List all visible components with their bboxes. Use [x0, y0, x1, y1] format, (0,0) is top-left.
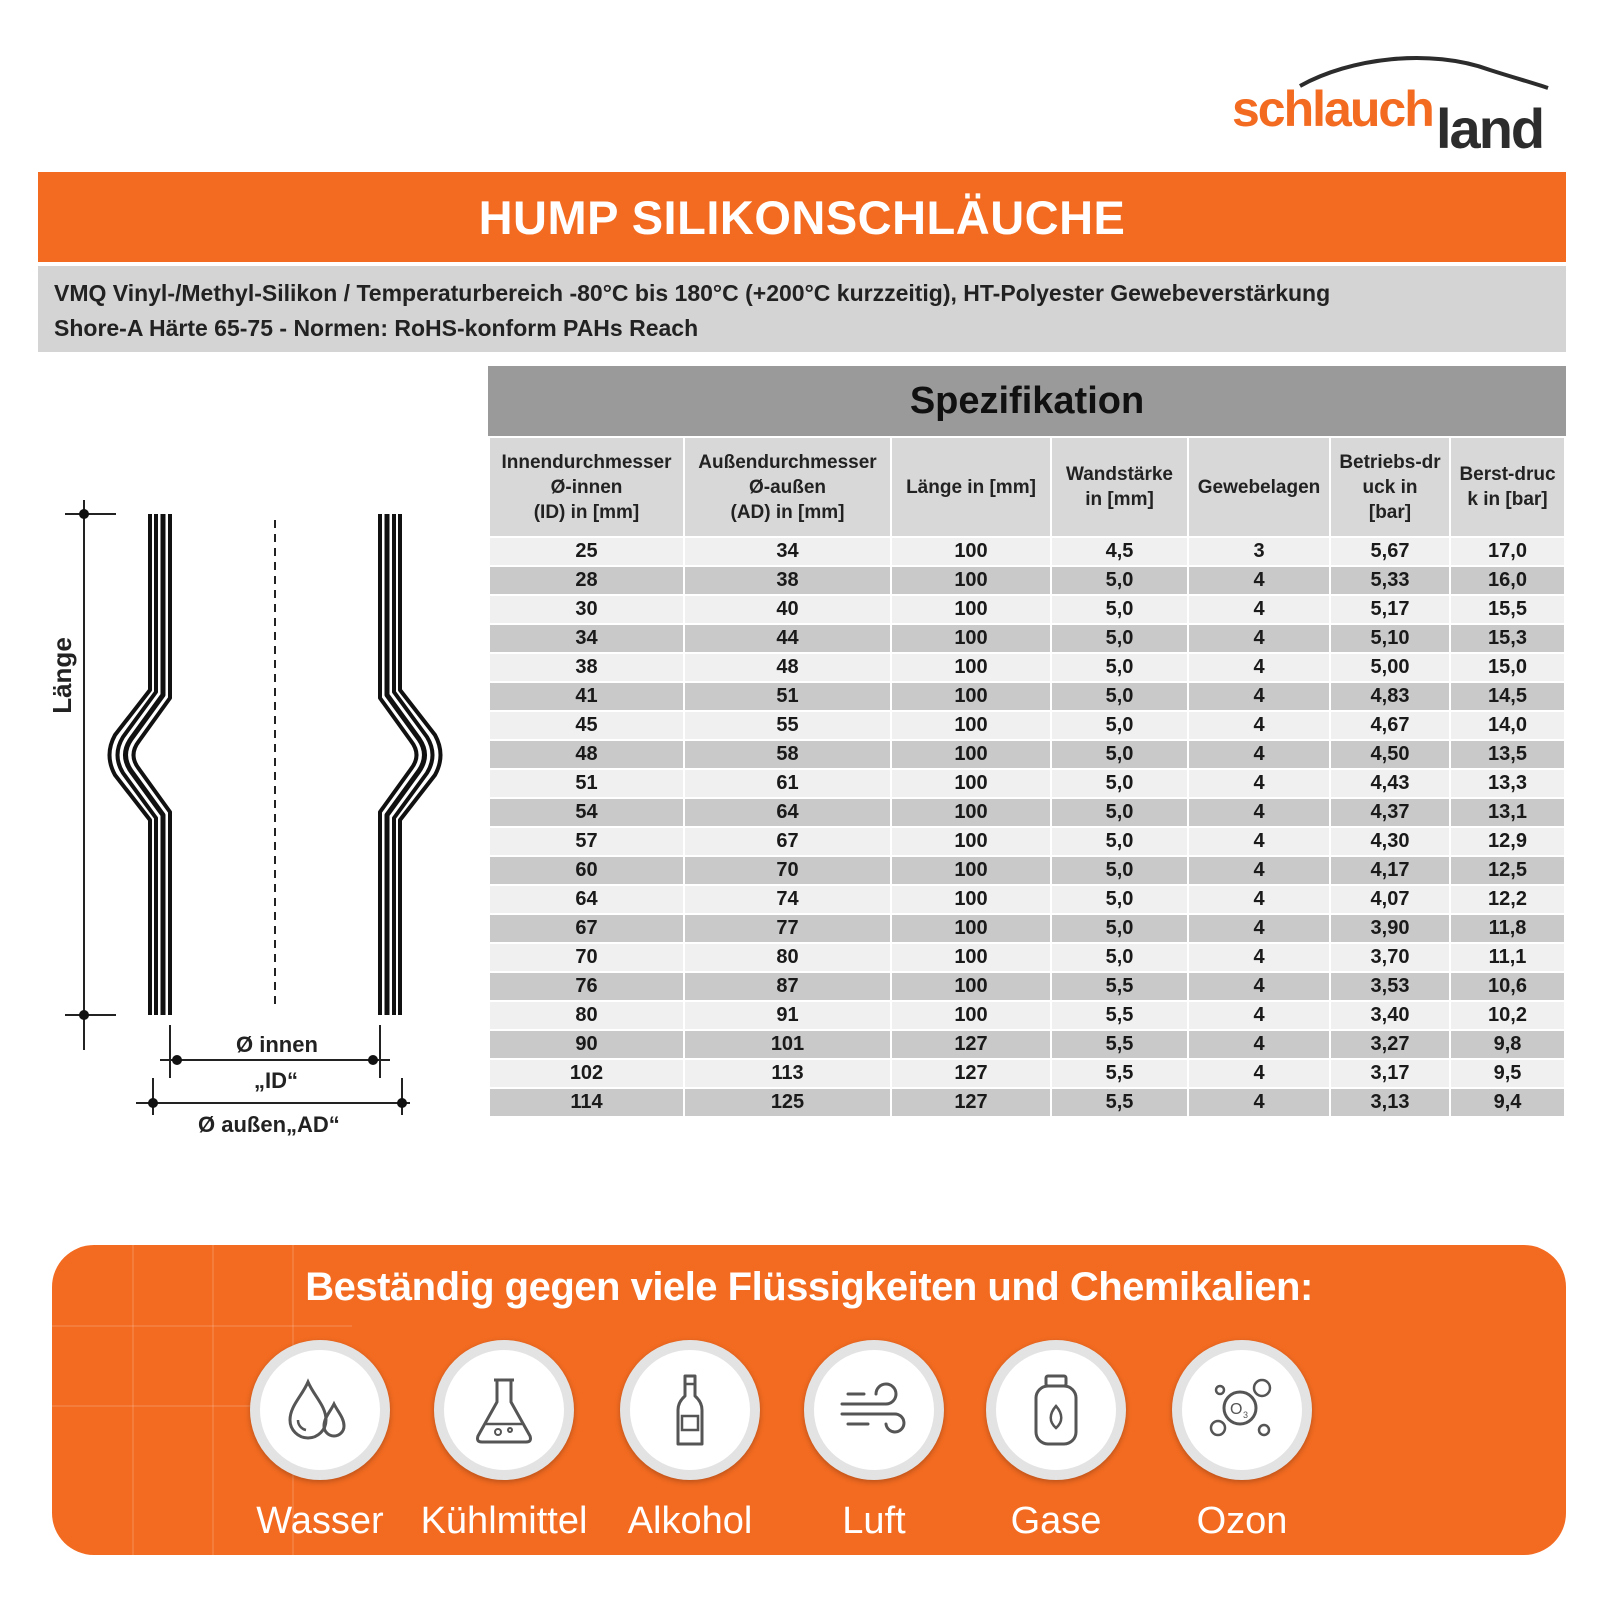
table-cell: 5,0 — [1052, 828, 1187, 857]
table-cell: 67 — [490, 915, 683, 944]
resistance-item-kuehlmittel — [414, 1340, 594, 1543]
table-cell: 4,50 — [1331, 741, 1449, 770]
table-cell: 15,3 — [1451, 625, 1564, 654]
table-cell: 11,8 — [1451, 915, 1564, 944]
col-header-length: Länge in [mm] — [892, 438, 1050, 538]
col-header-wall: Wandstärke in [mm] — [1052, 438, 1187, 538]
brand-logo-graphic — [1230, 48, 1560, 158]
table-cell: 5,67 — [1331, 538, 1449, 567]
inner-diameter-label: Ø innen — [236, 1032, 318, 1057]
table-cell: 51 — [490, 770, 683, 799]
table-row — [490, 625, 1564, 654]
table-cell: 100 — [892, 538, 1050, 567]
table-cell: 70 — [685, 857, 890, 886]
table-cell: 5,5 — [1052, 1002, 1187, 1031]
hose-diagram — [40, 500, 480, 1180]
table-cell: 70 — [490, 944, 683, 973]
resistance-label: Luft — [842, 1500, 906, 1542]
table-cell: 80 — [490, 1002, 683, 1031]
table-row — [490, 799, 1564, 828]
table-cell: 4 — [1189, 886, 1329, 915]
table-cell: 100 — [892, 857, 1050, 886]
table-cell: 3,17 — [1331, 1060, 1449, 1089]
spec-title: Spezifikation — [488, 366, 1566, 436]
table-cell: 5,5 — [1052, 1060, 1187, 1089]
table-cell: 9,8 — [1451, 1031, 1564, 1060]
table-cell: 4,37 — [1331, 799, 1449, 828]
table-cell: 9,5 — [1451, 1060, 1564, 1089]
table-cell: 57 — [490, 828, 683, 857]
table-row — [490, 741, 1564, 770]
table-cell: 55 — [685, 712, 890, 741]
table-cell: 5,0 — [1052, 683, 1187, 712]
table-cell: 4,43 — [1331, 770, 1449, 799]
spec-table — [488, 438, 1566, 1118]
table-cell: 48 — [490, 741, 683, 770]
resistance-item-luft — [784, 1340, 964, 1543]
resistance-item-gase — [966, 1340, 1146, 1543]
table-cell: 38 — [685, 567, 890, 596]
table-cell: 5,5 — [1052, 1031, 1187, 1060]
table-cell: 100 — [892, 915, 1050, 944]
table-cell: 127 — [892, 1060, 1050, 1089]
table-cell: 5,5 — [1052, 973, 1187, 1002]
table-row — [490, 654, 1564, 683]
table-cell: 14,0 — [1451, 712, 1564, 741]
table-cell: 4,17 — [1331, 857, 1449, 886]
table-cell: 100 — [892, 770, 1050, 799]
table-cell: 4 — [1189, 828, 1329, 857]
table-cell: 87 — [685, 973, 890, 1002]
col-header-plies: Gewebelagen — [1189, 438, 1329, 538]
table-cell: 5,0 — [1052, 915, 1187, 944]
table-row — [490, 973, 1564, 1002]
table-cell: 4 — [1189, 799, 1329, 828]
table-cell: 102 — [490, 1060, 683, 1089]
table-cell: 54 — [490, 799, 683, 828]
table-cell: 11,1 — [1451, 944, 1564, 973]
table-cell: 41 — [490, 683, 683, 712]
table-cell: 38 — [490, 654, 683, 683]
spec-header-row — [490, 438, 1564, 538]
table-cell: 100 — [892, 567, 1050, 596]
table-cell: 5,0 — [1052, 625, 1187, 654]
table-cell: 48 — [685, 654, 890, 683]
table-cell: 15,0 — [1451, 654, 1564, 683]
table-cell: 60 — [490, 857, 683, 886]
resistance-title: Beständig gegen viele Flüssigkeiten und Chemikalien: — [305, 1265, 1313, 1309]
table-cell: 127 — [892, 1031, 1050, 1060]
table-cell: 5,17 — [1331, 596, 1449, 625]
table-row — [490, 915, 1564, 944]
brand-logo — [1230, 48, 1560, 158]
table-cell: 5,10 — [1331, 625, 1449, 654]
table-cell: 14,5 — [1451, 683, 1564, 712]
table-cell: 4,30 — [1331, 828, 1449, 857]
table-cell: 34 — [490, 625, 683, 654]
spec-body — [490, 538, 1564, 1118]
table-cell: 28 — [490, 567, 683, 596]
flask-icon — [464, 1370, 544, 1450]
table-cell: 100 — [892, 828, 1050, 857]
table-cell: 67 — [685, 828, 890, 857]
table-cell: 125 — [685, 1089, 890, 1118]
table-cell: 4,67 — [1331, 712, 1449, 741]
table-cell: 4,07 — [1331, 886, 1449, 915]
outer-diameter-label: Ø außen„AD“ — [198, 1112, 340, 1137]
table-cell: 100 — [892, 596, 1050, 625]
resistance-item-alkohol — [600, 1340, 780, 1543]
col-header-ad: Außendurchmesser Ø-außen (AD) in [mm] — [685, 438, 890, 538]
table-cell: 13,3 — [1451, 770, 1564, 799]
table-cell: 100 — [892, 973, 1050, 1002]
table-cell: 51 — [685, 683, 890, 712]
table-cell: 4,5 — [1052, 538, 1187, 567]
table-row — [490, 538, 1564, 567]
table-cell: 100 — [892, 741, 1050, 770]
table-cell: 3,90 — [1331, 915, 1449, 944]
table-cell: 13,5 — [1451, 741, 1564, 770]
table-cell: 10,2 — [1451, 1002, 1564, 1031]
table-cell: 5,0 — [1052, 741, 1187, 770]
table-cell: 5,0 — [1052, 567, 1187, 596]
table-row — [490, 944, 1564, 973]
bottle-icon — [650, 1370, 730, 1450]
table-cell: 4 — [1189, 770, 1329, 799]
table-cell: 4 — [1189, 712, 1329, 741]
table-cell: 4 — [1189, 1031, 1329, 1060]
table-row — [490, 770, 1564, 799]
table-row — [490, 683, 1564, 712]
table-cell: 5,0 — [1052, 886, 1187, 915]
table-cell: 76 — [490, 973, 683, 1002]
table-row — [490, 1031, 1564, 1060]
table-cell: 10,6 — [1451, 973, 1564, 1002]
table-cell: 5,0 — [1052, 799, 1187, 828]
table-row — [490, 596, 1564, 625]
material-info — [38, 266, 1566, 352]
table-cell: 3,40 — [1331, 1002, 1449, 1031]
table-cell: 4 — [1189, 625, 1329, 654]
table-cell: 90 — [490, 1031, 683, 1060]
resistance-item-ozon — [1152, 1340, 1332, 1543]
table-cell: 44 — [685, 625, 890, 654]
table-cell: 4 — [1189, 1060, 1329, 1089]
svg-text:schlauch: schlauch — [1232, 81, 1433, 137]
table-cell: 45 — [490, 712, 683, 741]
svg-text:3: 3 — [1243, 1410, 1249, 1420]
table-cell: 4 — [1189, 1002, 1329, 1031]
wind-icon — [834, 1370, 914, 1450]
svg-text:O: O — [1230, 1401, 1243, 1418]
table-cell: 16,0 — [1451, 567, 1564, 596]
table-cell: 5,5 — [1052, 1089, 1187, 1118]
col-header-id: Innendurchmesser Ø-innen (ID) in [mm] — [490, 438, 683, 538]
table-cell: 91 — [685, 1002, 890, 1031]
table-cell: 40 — [685, 596, 890, 625]
resistance-label: Alkohol — [627, 1500, 753, 1542]
table-cell: 13,1 — [1451, 799, 1564, 828]
table-cell: 5,0 — [1052, 654, 1187, 683]
table-cell: 127 — [892, 1089, 1050, 1118]
table-cell: 114 — [490, 1089, 683, 1118]
resistance-item-wasser — [230, 1340, 410, 1543]
resistance-banner — [52, 1245, 1566, 1555]
table-cell: 61 — [685, 770, 890, 799]
table-row — [490, 857, 1564, 886]
table-cell: 12,9 — [1451, 828, 1564, 857]
table-cell: 5,0 — [1052, 944, 1187, 973]
table-cell: 100 — [892, 886, 1050, 915]
table-cell: 100 — [892, 1002, 1050, 1031]
table-cell: 3,13 — [1331, 1089, 1449, 1118]
resistance-label: Wasser — [256, 1500, 384, 1542]
table-cell: 100 — [892, 625, 1050, 654]
table-cell: 5,0 — [1052, 770, 1187, 799]
table-cell: 12,5 — [1451, 857, 1564, 886]
table-cell: 100 — [892, 683, 1050, 712]
table-cell: 100 — [892, 944, 1050, 973]
table-cell: 4 — [1189, 596, 1329, 625]
table-cell: 64 — [490, 886, 683, 915]
table-cell: 5,0 — [1052, 857, 1187, 886]
table-cell: 15,5 — [1451, 596, 1564, 625]
table-cell: 80 — [685, 944, 890, 973]
table-cell: 4 — [1189, 654, 1329, 683]
table-cell: 5,00 — [1331, 654, 1449, 683]
table-row — [490, 1089, 1564, 1118]
table-cell: 4 — [1189, 915, 1329, 944]
table-cell: 3,53 — [1331, 973, 1449, 1002]
table-cell: 17,0 — [1451, 538, 1564, 567]
material-info-line2: Shore-A Härte 65-75 - Normen: RoHS-konform PAHs Reach — [54, 315, 699, 341]
table-cell: 5,0 — [1052, 712, 1187, 741]
gas-cylinder-icon — [1016, 1370, 1096, 1450]
length-label: Länge — [46, 637, 77, 714]
table-row — [490, 1002, 1564, 1031]
page-title: HUMP SILIKONSCHLÄUCHE — [38, 172, 1566, 262]
table-cell: 77 — [685, 915, 890, 944]
table-cell: 3,70 — [1331, 944, 1449, 973]
table-cell: 4 — [1189, 741, 1329, 770]
resistance-label: Ozon — [1196, 1500, 1288, 1542]
table-cell: 4 — [1189, 567, 1329, 596]
table-cell: 4 — [1189, 857, 1329, 886]
svg-text:land: land — [1436, 97, 1544, 158]
table-cell: 101 — [685, 1031, 890, 1060]
table-cell: 4 — [1189, 944, 1329, 973]
table-cell: 100 — [892, 799, 1050, 828]
table-row — [490, 1060, 1564, 1089]
table-cell: 4 — [1189, 973, 1329, 1002]
ozone-icon — [1202, 1370, 1282, 1450]
table-cell: 9,4 — [1451, 1089, 1564, 1118]
table-row — [490, 828, 1564, 857]
table-cell: 4 — [1189, 1089, 1329, 1118]
col-header-operating-pressure: Betriebs-dr uck in [bar] — [1331, 438, 1449, 538]
table-row — [490, 567, 1564, 596]
table-row — [490, 886, 1564, 915]
material-info-line1: VMQ Vinyl-/Methyl-Silikon / Temperaturbereich -80°C bis 180°C (+200°C kurzzeitig), HT-Polyester Gewebeverstärkung — [54, 280, 1331, 306]
table-cell: 5,33 — [1331, 567, 1449, 596]
table-cell: 25 — [490, 538, 683, 567]
table-cell: 113 — [685, 1060, 890, 1089]
table-cell: 34 — [685, 538, 890, 567]
water-drops-icon — [280, 1370, 360, 1450]
table-cell: 4,83 — [1331, 683, 1449, 712]
table-cell: 74 — [685, 886, 890, 915]
table-cell: 4 — [1189, 683, 1329, 712]
table-cell: 3 — [1189, 538, 1329, 567]
table-cell: 64 — [685, 799, 890, 828]
inner-diameter-id-label: „ID“ — [254, 1068, 298, 1093]
table-cell: 100 — [892, 654, 1050, 683]
table-cell: 12,2 — [1451, 886, 1564, 915]
col-header-burst-pressure: Berst-druc k in [bar] — [1451, 438, 1564, 538]
table-cell: 5,0 — [1052, 596, 1187, 625]
table-cell: 30 — [490, 596, 683, 625]
table-cell: 3,27 — [1331, 1031, 1449, 1060]
table-row — [490, 712, 1564, 741]
table-cell: 58 — [685, 741, 890, 770]
table-cell: 100 — [892, 712, 1050, 741]
resistance-label: Kühlmittel — [420, 1500, 588, 1542]
resistance-label: Gase — [1010, 1500, 1102, 1542]
